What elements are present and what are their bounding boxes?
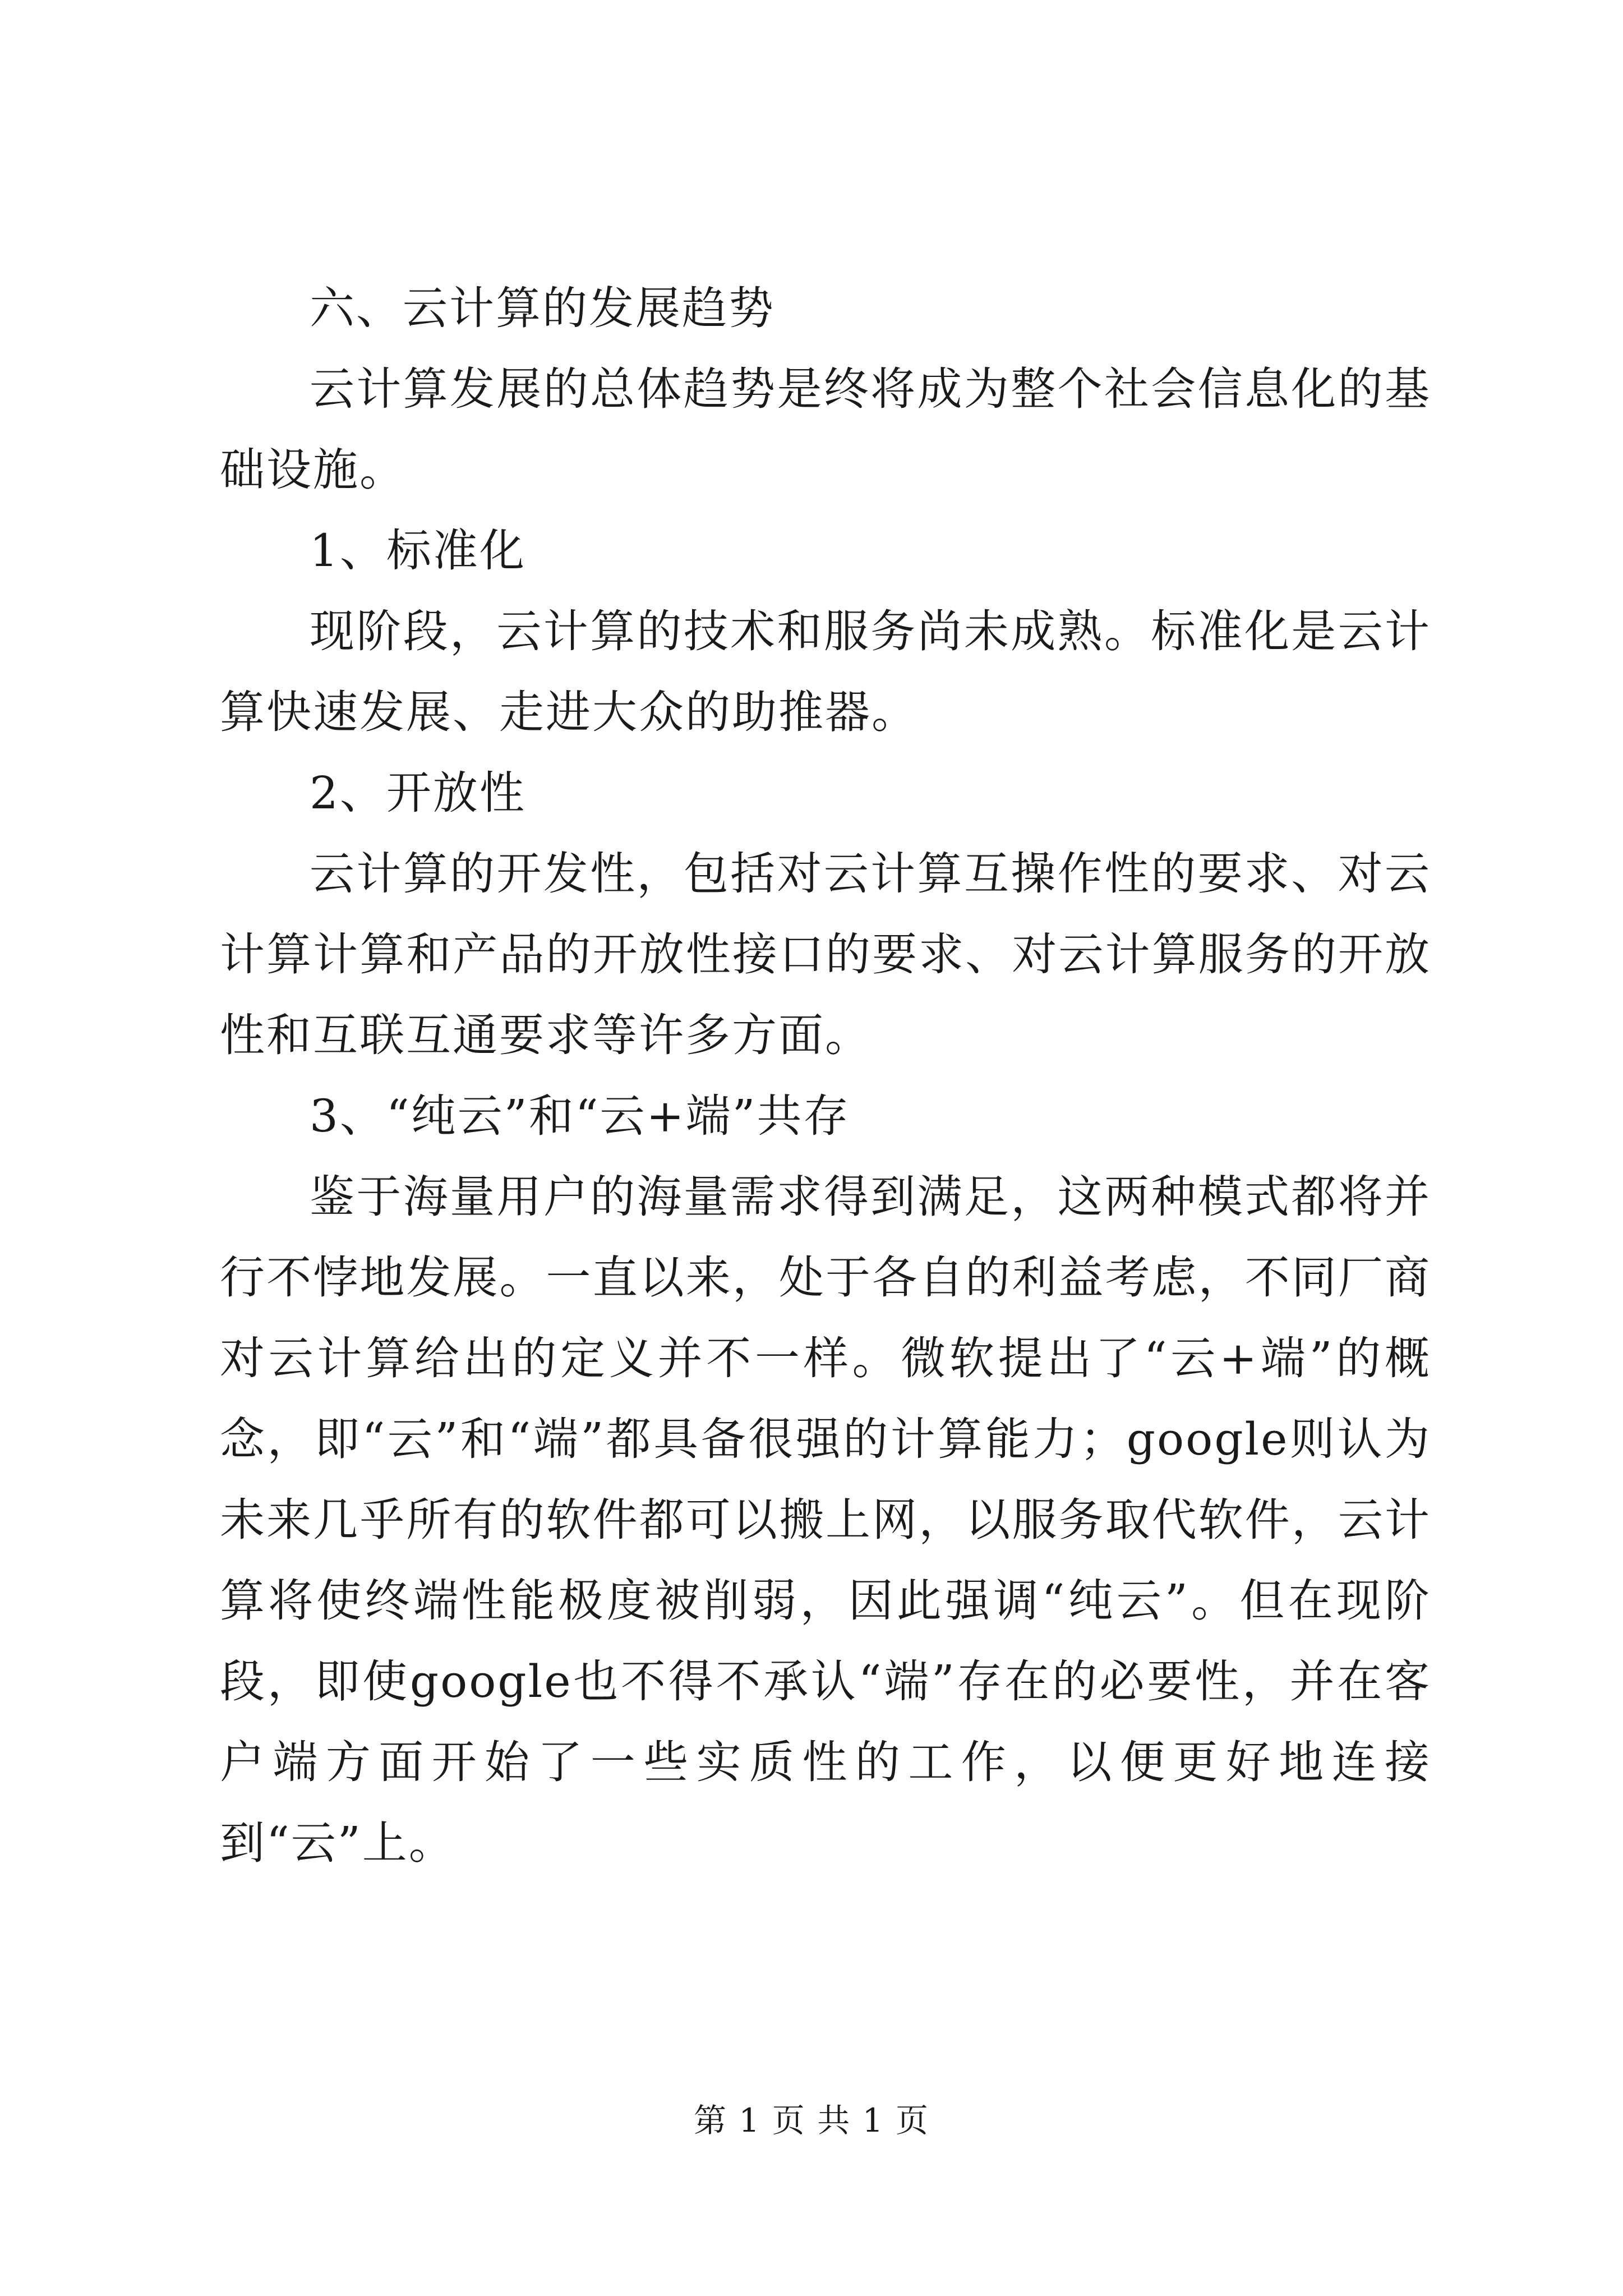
page-number-label: 第 1 页 共 1 页	[694, 2101, 929, 2139]
subheading-coexistence: 3、“纯云”和“云+端”共存	[310, 1090, 850, 1142]
section-heading-trends: 六、云计算的发展趋势	[310, 282, 775, 334]
paragraph-openness: 云计算的开发性，包括对云计算互操作性的要求、对云计算计算和产品的开放性接口的要求、对云计算服务的开放性和互联互通要求等许多方面。	[220, 848, 1431, 1061]
paragraph-standardization: 现阶段，云计算的技术和服务尚未成熟。标准化是云计算快速发展、走进大众的助推器。	[220, 605, 1431, 738]
page-footer	[0, 2101, 1623, 2140]
subheading-standardization: 1、标准化	[310, 524, 526, 577]
paragraph-overall-trend: 云计算发展的总体趋势是终将成为整个社会信息化的基础设施。	[220, 363, 1431, 496]
document-body	[220, 268, 1431, 1884]
paragraph-coexistence: 鉴于海量用户的海量需求得到满足，这两种模式都将并行不悖地发展。一直以来，处于各自的利益考虑，不同厂商对云计算给出的定义并不一样。微软提出了“云+端”的概念，即“云”和“端”都具备很强的计算能力；google则认为未来几乎所有的软件都可以搬上网，以服务取代软件，云计算将使终端性能极度被削弱，因此强调“纯云”。但在现阶段，即使google也不得不承认“端”存在的必要性，并在客户端方面开始了一些实质性的工作，以便更好地连接到“云”上。	[220, 1171, 1431, 1869]
subheading-openness: 2、开放性	[310, 767, 526, 819]
